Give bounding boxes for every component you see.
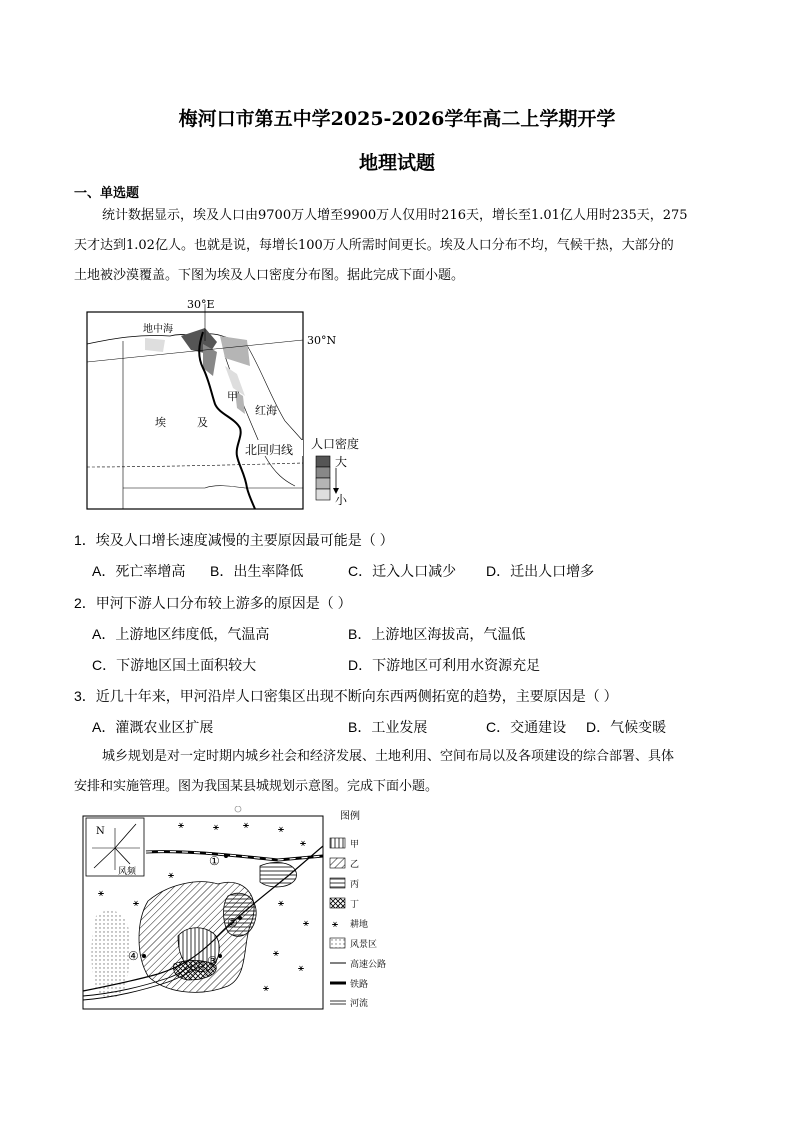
farm-mark: ⚹ — [278, 898, 284, 909]
north-label: N — [96, 826, 105, 837]
river-jia-label: 甲 — [227, 390, 238, 403]
legend-low: 小 — [335, 493, 348, 507]
farm-mark: ⚹ — [300, 838, 306, 849]
legend-label: 铁路 — [350, 980, 369, 990]
q3-option-a[interactable]: A．灌溉农业区扩展 — [92, 719, 214, 735]
legend-swatch — [316, 489, 330, 500]
legend-label: 丁 — [350, 900, 360, 910]
anchor-handle — [235, 806, 241, 812]
point-2-dot — [238, 916, 242, 920]
point-3-dot — [218, 954, 222, 958]
farm-mark: ⚹ — [263, 983, 269, 994]
farm-mark: ⚹ — [278, 824, 284, 835]
passage-2 — [74, 742, 724, 802]
point-1-label: ① — [209, 854, 220, 868]
legend-label: 丙 — [350, 880, 360, 890]
question-2-stem: 2．甲河下游人口分布较上游多的原因是（ ） — [74, 595, 352, 611]
point-1-dot — [224, 854, 228, 858]
page-subtitle: 地理试题 — [358, 152, 435, 174]
legend-swatch-yi — [330, 858, 345, 868]
legend-swatch-ding — [330, 898, 345, 908]
farm-mark: ⚹ — [243, 820, 249, 831]
scenic-area — [92, 911, 131, 998]
legend-label: 乙 — [350, 860, 360, 870]
legend-label: 河流 — [350, 999, 369, 1009]
legend-swatch-bing — [330, 878, 345, 888]
legend-title: 图例 — [340, 811, 360, 822]
point-2-label: ② — [227, 916, 238, 930]
q1-option-b[interactable]: B．出生率降低 — [210, 563, 304, 579]
legend-labels — [350, 839, 386, 1009]
q2-option-d[interactable]: D．下游地区可利用水资源充足 — [348, 657, 541, 673]
legend-label: 耕地 — [350, 920, 369, 930]
red-sea-label: 红海 — [255, 404, 277, 417]
farm-mark: ⚹ — [273, 948, 279, 959]
q3-option-d[interactable]: D．气候变暖 — [586, 719, 667, 735]
mediterranean-label: 地中海 — [143, 324, 173, 335]
legend-swatch-scenic — [330, 938, 345, 948]
point-4-dot — [142, 954, 146, 958]
passage-1-line: 统计数据显示，埃及人口由9700万人增至9900万人仅用时216天，增长至1.01亿人用时235天，275 — [102, 208, 688, 223]
county-planning-map — [78, 806, 398, 1012]
legend-label: 高速公路 — [350, 960, 387, 970]
legend-swatch-jia — [330, 838, 345, 848]
q2-option-c[interactable]: C．下游地区国土面积较大 — [92, 657, 257, 673]
q1-option-d[interactable]: D．迁出人口增多 — [486, 563, 595, 579]
egypt-population-map — [85, 296, 375, 516]
section-heading: 一、单选题 — [74, 186, 140, 201]
passage-2-line: 城乡规划是对一定时期内城乡社会和经济发展、土地利用、空间布局以及各项建设的综合部署、具体 — [102, 749, 675, 764]
egypt-label-2: 及 — [197, 416, 208, 429]
farm-mark: ⚹ — [133, 898, 139, 909]
legend-high: 大 — [335, 455, 348, 469]
lon-label: 30°E — [187, 298, 215, 311]
question-1-stem: 1．埃及人口增长速度减慢的主要原因最可能是（ ） — [74, 532, 394, 548]
legend-label: 甲 — [350, 840, 360, 850]
legend-swatch — [316, 467, 330, 478]
q2-option-b[interactable]: B．上游地区海拔高，气温低 — [348, 626, 526, 642]
passage-1 — [74, 201, 724, 291]
farm-mark: ⚹ — [213, 822, 219, 833]
question-3-stem: 3．近几十年来，甲河沿岸人口密集区出现不断向东西两侧拓宽的趋势，主要原因是（ ） — [74, 688, 618, 704]
point-4-label: ④ — [128, 949, 139, 963]
q3-option-c[interactable]: C．交通建设 — [486, 719, 567, 735]
q1-option-a[interactable]: A．死亡率增高 — [92, 563, 186, 579]
passage-1-line: 土地被沙漠覆盖。下图为埃及人口密度分布图。据此完成下面小题。 — [74, 268, 465, 283]
lat-label: 30°N — [307, 334, 337, 347]
legend-swatch — [316, 456, 330, 467]
wind-rose-label: 风频 — [118, 867, 137, 877]
legend-label: 风景区 — [350, 940, 378, 950]
legend-swatch — [316, 478, 330, 489]
q1-option-c[interactable]: C．迁入人口减少 — [348, 563, 457, 579]
egypt-label-1: 埃 — [155, 416, 166, 429]
legend-title: 人口密度 — [311, 437, 360, 451]
tropic-label: 北回归线 — [245, 443, 294, 457]
farm-mark: ⚹ — [298, 963, 304, 974]
farm-mark: ⚹ — [168, 870, 174, 881]
density-zone — [145, 338, 165, 352]
point-3-label: ③ — [207, 954, 218, 968]
q3-option-b[interactable]: B．工业发展 — [348, 719, 428, 735]
farm-mark: ⚹ — [303, 918, 309, 929]
q2-option-a[interactable]: A．上游地区纬度低，气温高 — [92, 626, 270, 642]
passage-2-line: 安排和实施管理。图为我国某县城规划示意图。完成下面小题。 — [74, 779, 439, 794]
farm-mark: ⚹ — [178, 820, 184, 831]
page-title: 梅河口市第五中学2025-2026学年高二上学期开学 — [178, 108, 616, 130]
legend-farmland-icon: ⚹ — [332, 919, 338, 930]
farm-mark: ⚹ — [98, 888, 104, 899]
passage-1-line: 天才达到1.02亿人。也就是说，每增长100万人所需时间更长。埃及人口分布不均，气候干热，大部分的 — [74, 238, 674, 253]
